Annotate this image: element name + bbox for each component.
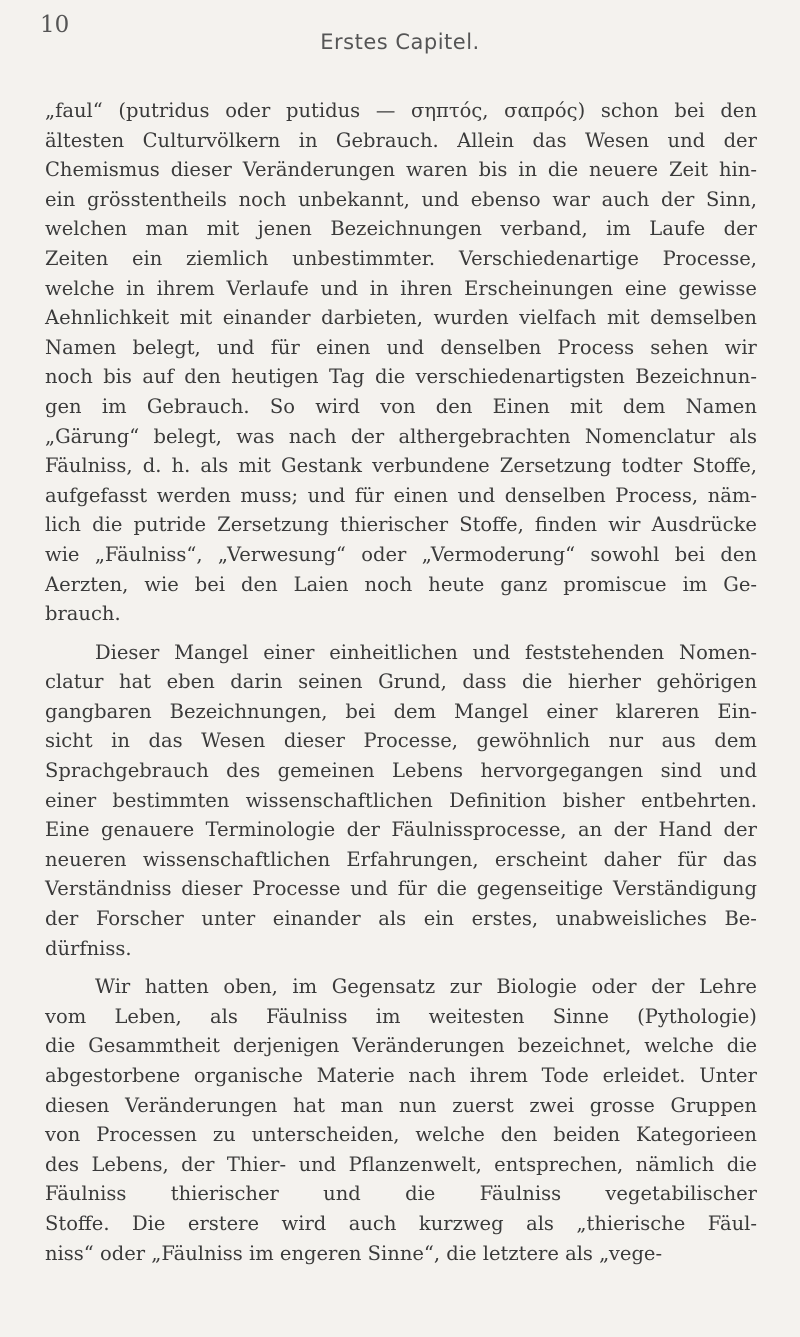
- page-number: 10: [40, 12, 70, 38]
- paragraph: [45, 96, 757, 629]
- paragraph-gap: [45, 629, 757, 638]
- text-line: Eine genauere Terminologie der Fäulnissprocesse, an der Hand der: [45, 818, 757, 842]
- text-line: welchen man mit jenen Bezeichnungen verband, im Laufe der: [45, 217, 757, 241]
- text-line: des Lebens, der Thier- und Pflanzenwelt, entsprechen, nämlich die: [45, 1152, 757, 1176]
- text-line: clatur hat eben darin seinen Grund, dass die hierher gehörigen: [45, 670, 757, 694]
- text-line: dürfniss.: [45, 936, 132, 960]
- text-line: noch bis auf den heutigen Tag die verschiedenartigsten Bezeichnun-: [45, 365, 757, 389]
- text-line: neueren wissenschaftlichen Erfahrungen, erscheint daher für das: [45, 847, 757, 871]
- text-line: Zeiten ein ziemlich unbestimmter. Verschiedenartige Processe,: [45, 246, 757, 270]
- text-line: die Gesammtheit derjenigen Veränderungen bezeichnet, welche die: [45, 1034, 757, 1058]
- paragraph: [45, 638, 757, 964]
- text-line: Chemismus dieser Veränderungen waren bis in die neuere Zeit hin-: [45, 158, 757, 182]
- paragraph-gap: [45, 963, 757, 972]
- text-line: brauch.: [45, 602, 121, 626]
- text-line: „Gärung“ belegt, was nach der althergebrachten Nomenclatur als: [45, 424, 757, 448]
- text-line: vom Leben, als Fäulniss im weitesten Sinne (Pythologie): [45, 1004, 757, 1028]
- text-line: Dieser Mangel einer einheitlichen und feststehenden Nomen-: [95, 640, 757, 664]
- text-line: Namen belegt, und für einen und denselben Process sehen wir: [45, 335, 757, 359]
- text-line: sicht in das Wesen dieser Processe, gewöhnlich nur aus dem: [45, 729, 757, 753]
- paragraph: [45, 972, 757, 1268]
- text-line: Aehnlichkeit mit einander darbieten, wurden vielfach mit demselben: [45, 306, 757, 330]
- text-line: der Forscher unter einander als ein erstes, unabweisliches Be-: [45, 907, 757, 931]
- text-line: ein grösstentheils noch unbekannt, und ebenso war auch der Sinn,: [45, 187, 757, 211]
- text-line: Fäulniss, d. h. als mit Gestank verbundene Zersetzung todter Stoffe,: [45, 454, 757, 478]
- text-line: wie „Fäulniss“, „Verwesung“ oder „Vermoderung“ sowohl bei den: [45, 542, 757, 566]
- text-line: welche in ihrem Verlaufe und in ihren Erscheinungen eine gewisse: [45, 276, 757, 300]
- text-line: aufgefasst werden muss; und für einen und denselben Process, näm-: [45, 483, 757, 507]
- text-line: abgestorbene organische Materie nach ihrem Tode erleidet. Unter: [45, 1064, 757, 1087]
- text-line: gen im Gebrauch. So wird von den Einen mit dem Namen: [45, 394, 757, 418]
- text-line: diesen Veränderungen hat man nun zuerst zwei grosse Gruppen: [45, 1093, 757, 1117]
- running-title: Erstes Capitel.: [320, 30, 480, 54]
- text-line: Verständniss dieser Processe und für die gegenseitige Verständigung: [45, 877, 757, 901]
- text-line: lich die putride Zersetzung thierischer Stoffe, finden wir Ausdrücke: [45, 513, 757, 537]
- body-text: [45, 96, 757, 1268]
- text-line: gangbaren Bezeichnungen, bei dem Mangel einer klareren Ein-: [45, 699, 757, 723]
- text-line: Aerzten, wie bei den Laien noch heute ganz promiscue im Ge-: [45, 572, 757, 596]
- text-line: Sprachgebrauch des gemeinen Lebens hervorgegangen sind und: [45, 759, 757, 783]
- text-line: von Processen zu unterscheiden, welche den beiden Kategorieen: [45, 1123, 757, 1147]
- text-line: einer bestimmten wissenschaftlichen Definition bisher entbehrten.: [45, 788, 757, 812]
- text-line: Wir hatten oben, im Gegensatz zur Biologie oder der Lehre: [95, 975, 757, 999]
- text-line: Stoffe. Die erstere wird auch kurzweg als „thierische Fäul-: [45, 1211, 757, 1235]
- text-line: Fäulniss thierischer und die Fäulniss vegetabilischer: [45, 1182, 757, 1206]
- text-line: niss“ oder „Fäulniss im engeren Sinne“, die letztere als „vege-: [45, 1241, 663, 1265]
- text-line: „faul“ (putridus oder putidus — σηπτός, σαπρός) schon bei den: [45, 99, 757, 122]
- text-line: ältesten Culturvölkern in Gebrauch. Allein das Wesen und der: [45, 128, 757, 152]
